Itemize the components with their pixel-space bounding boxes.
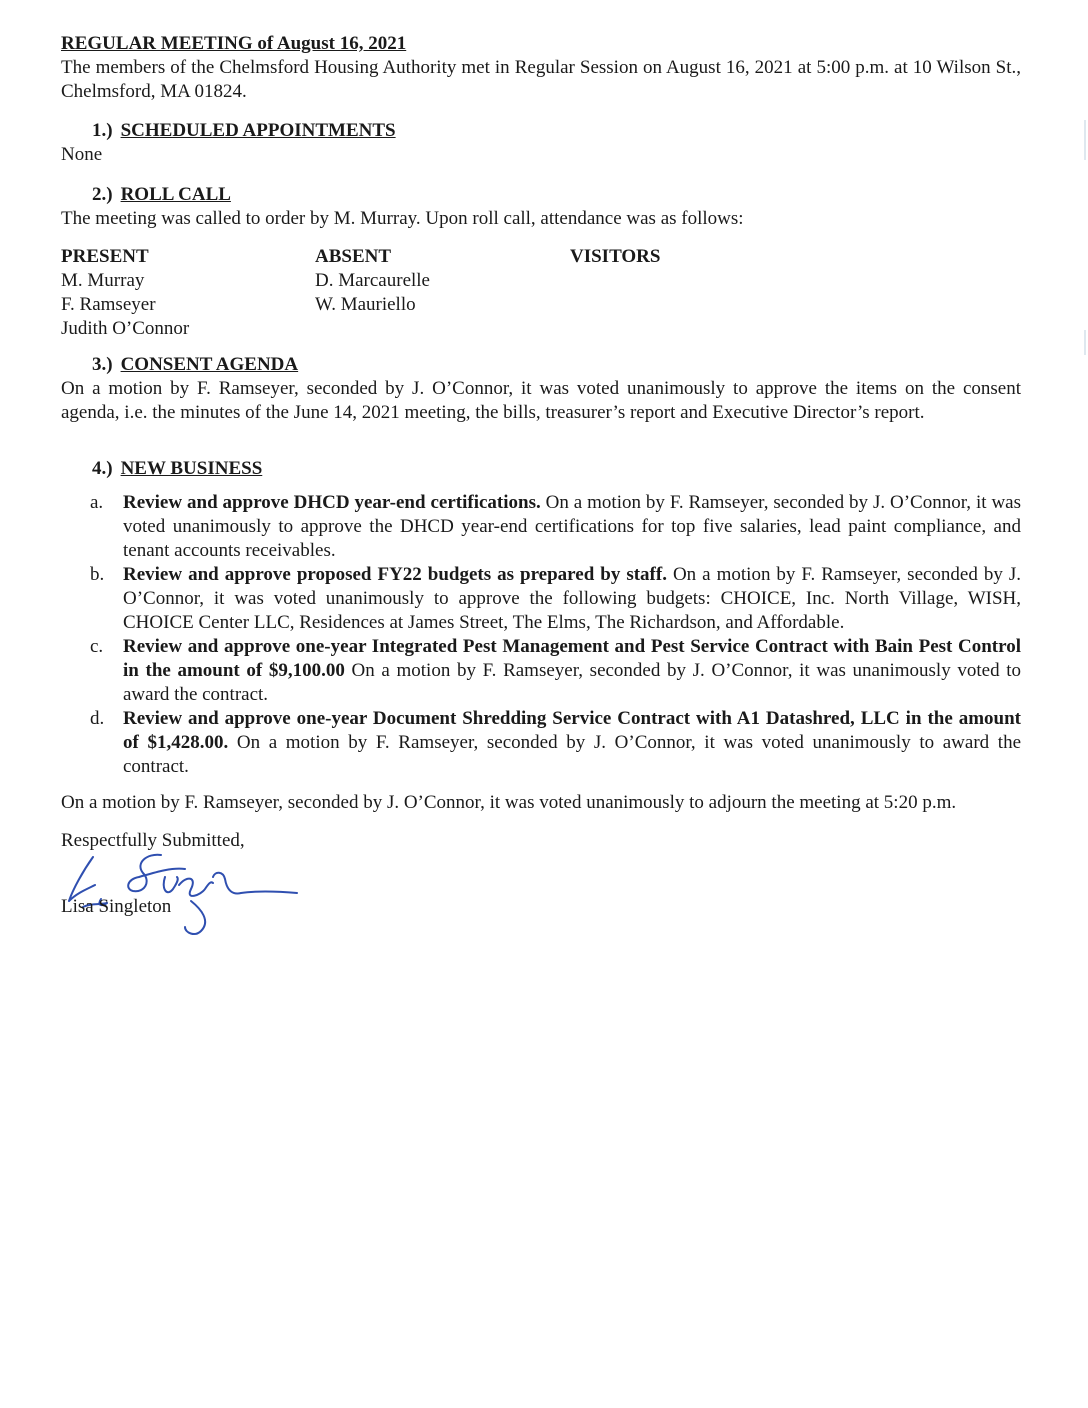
list-item xyxy=(90,707,1021,779)
visitors-header: VISITORS xyxy=(570,246,661,267)
section-heading xyxy=(92,457,1021,481)
new-business-list xyxy=(61,491,1021,779)
section-heading xyxy=(92,119,1021,143)
present-header: PRESENT xyxy=(61,246,149,267)
section-title: SCHEDULED APPOINTMENTS xyxy=(120,120,396,141)
item-heading: Review and approve DHCD year-end certifications. xyxy=(123,492,541,513)
section-body: None xyxy=(61,144,103,165)
list-item xyxy=(90,491,1021,563)
section-number: 1.) xyxy=(92,120,113,141)
list-item xyxy=(90,635,1021,707)
scan-edge-mark xyxy=(1084,330,1086,355)
section-new-business xyxy=(61,457,1021,779)
signer-name: Lisa Singleton xyxy=(61,896,172,917)
attendance-table xyxy=(61,245,1021,341)
attendee-name: F. Ramseyer xyxy=(61,294,156,315)
item-letter: a. xyxy=(90,492,104,513)
section-title: CONSENT AGENDA xyxy=(120,354,299,375)
section-roll-call xyxy=(61,183,1021,341)
section-heading xyxy=(92,183,1021,207)
closing-salutation: Respectfully Submitted, xyxy=(61,830,245,851)
meeting-title: REGULAR MEETING of August 16, 2021 xyxy=(61,33,407,54)
scan-edge-mark xyxy=(1084,120,1086,160)
section-consent-agenda xyxy=(61,353,1021,425)
absent-column xyxy=(315,245,570,341)
signature-icon xyxy=(61,849,311,939)
item-body: On a motion by F. Ramseyer, seconded by J. O’Connor, it was voted unanimously to approve the DHCD year-end certifications for top five salaries, lead paint compliance, and tenant accounts receivables. xyxy=(123,492,1021,561)
absentee-name: D. Marcaurelle xyxy=(315,270,430,291)
item-letter: d. xyxy=(90,708,105,729)
attendee-name: M. Murray xyxy=(61,270,145,291)
signature-block xyxy=(61,853,1021,933)
item-body: On a motion by F. Ramseyer, seconded by J. O’Connor, it was voted unanimously to award the contract. xyxy=(123,732,1022,777)
item-text xyxy=(123,491,1021,563)
item-body: On a motion by F. Ramseyer, seconded by J. O’Connor, it was unanimously voted to award the contract. xyxy=(123,660,1021,705)
item-heading: Review and approve one-year Integrated Pest Management and Pest Service Contract with Bain Pest Control in the amount of $9,100.00 xyxy=(123,636,1021,681)
list-item xyxy=(90,563,1021,635)
item-body: On a motion by F. Ramseyer, seconded by J. O’Connor, it was voted unanimously to approve the following budgets: CHOICE, Inc. North Village, WISH, CHOICE Center LLC, Residences at James Street, The Elms, The Richardson, and Affordable. xyxy=(123,564,1021,633)
section-number: 4.) xyxy=(92,458,113,479)
item-letter: c. xyxy=(90,636,104,657)
item-text xyxy=(123,635,1021,707)
item-text xyxy=(123,563,1021,635)
visitors-column xyxy=(570,245,870,341)
section-body: The meeting was called to order by M. Murray. Upon roll call, attendance was as follows: xyxy=(61,208,744,229)
section-scheduled-appointments xyxy=(61,119,1021,167)
adjournment-text: On a motion by F. Ramseyer, seconded by J. O’Connor, it was voted unanimously to adjourn the meeting at 5:20 p.m. xyxy=(61,792,957,813)
minutes-page xyxy=(61,32,1021,933)
item-letter: b. xyxy=(90,564,105,585)
section-number: 3.) xyxy=(92,354,113,375)
item-heading: Review and approve one-year Document Shredding Service Contract with A1 Datashred, LLC in the amount of $1,428.00. xyxy=(123,708,1021,753)
section-body: On a motion by F. Ramseyer, seconded by J. O’Connor, it was voted unanimously to approve the items on the consent agenda, i.e. the minutes of the June 14, 2021 meeting, the bills, treasurer’s report and Executive Director’s report. xyxy=(61,378,1021,423)
absentee-name: W. Mauriello xyxy=(315,294,416,315)
section-heading xyxy=(92,353,1021,377)
section-title: ROLL CALL xyxy=(120,184,231,205)
absent-header: ABSENT xyxy=(315,246,392,267)
item-heading: Review and approve proposed FY22 budgets as prepared by staff. xyxy=(123,564,667,585)
section-number: 2.) xyxy=(92,184,113,205)
meeting-intro: The members of the Chelmsford Housing Authority met in Regular Session on August 16, 2021 at 5:00 p.m. at 10 Wilson St., Chelmsford, MA 01824. xyxy=(61,57,1021,102)
present-column xyxy=(61,245,315,341)
item-text xyxy=(123,707,1021,779)
section-title: NEW BUSINESS xyxy=(120,458,263,479)
attendee-name: Judith O’Connor xyxy=(61,318,190,339)
